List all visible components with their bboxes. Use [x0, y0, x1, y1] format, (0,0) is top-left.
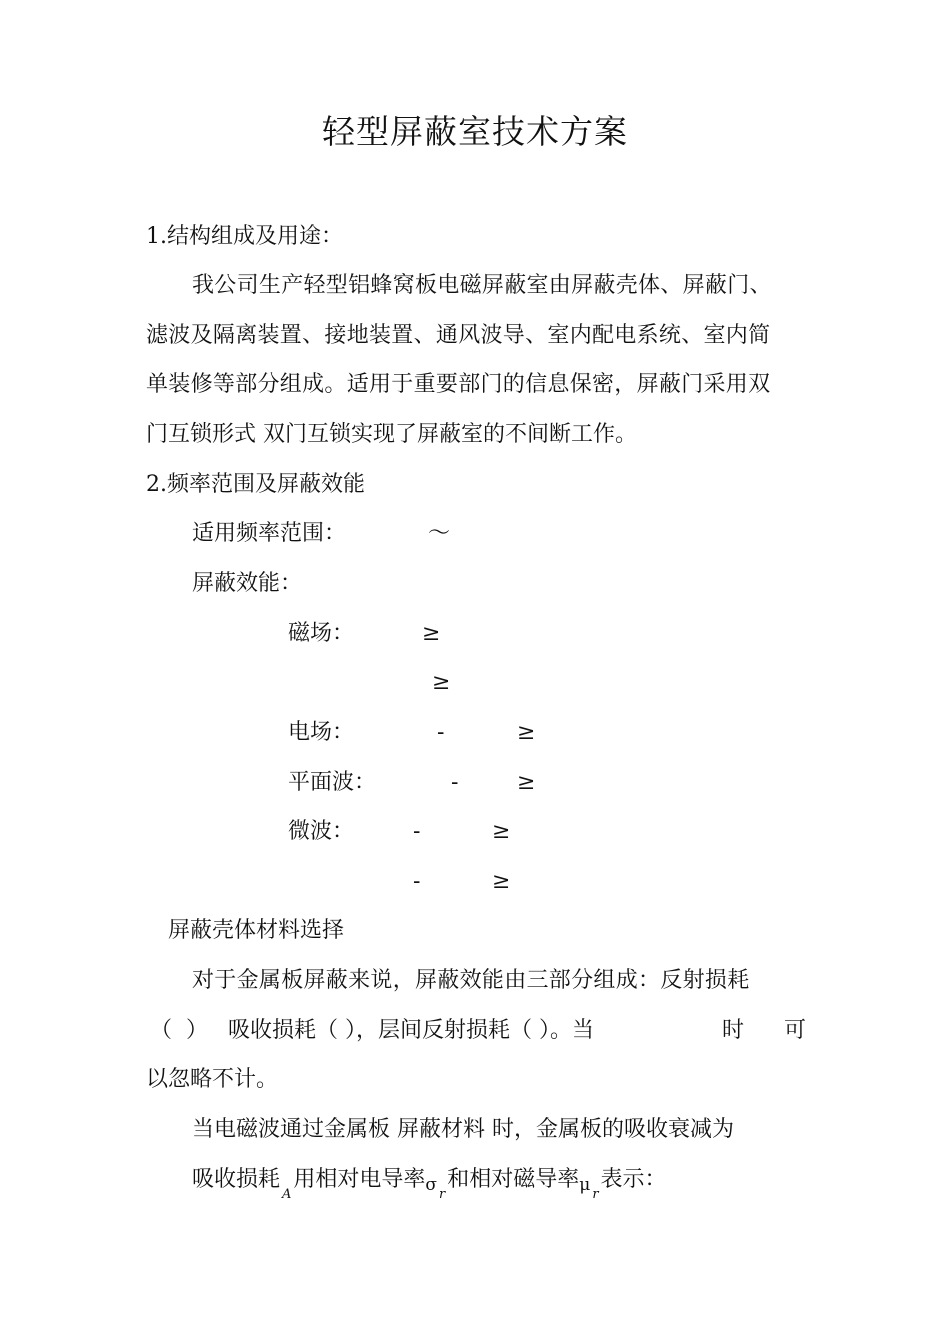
magnetic-field-label: 磁场： [288, 621, 355, 646]
freq-range-label: 适用频率范围： [192, 521, 347, 546]
sigma-symbol: σ [425, 1175, 438, 1195]
section3-line-2-shi: 时 [722, 1018, 745, 1043]
magnetic-ge-2: ≥ [432, 670, 451, 695]
section3-line-5 [192, 1167, 667, 1202]
section1-line-2: 滤波及隔离装置、接地装置、通风波导、室内配电系统、室内简 [146, 323, 771, 348]
section3-line-4: 当电磁波通过金属板 屏蔽材料 时，金属板的吸收衰减为 [192, 1117, 734, 1142]
section3-heading: 屏蔽壳体材料选择 [168, 918, 345, 943]
freq-range-tilde: ～ [428, 521, 451, 546]
relative-conductivity-text: 用相对电导率 [293, 1167, 426, 1192]
document-title: 轻型屏蔽室技术方案 [322, 112, 628, 151]
expressed-as-text: 表示： [600, 1167, 667, 1192]
section3-line-2-middle: 吸收损耗（ ），层间反射损耗（ ）。当 [228, 1018, 594, 1043]
microwave-dash-2: - [413, 869, 421, 894]
microwave-label: 微波： [288, 819, 355, 844]
plane-wave-dash: - [451, 770, 459, 795]
paren-close: ） [186, 1018, 209, 1043]
section1-heading: 1.结构组成及用途： [146, 224, 343, 249]
section3-line-3: 以忽略不计。 [146, 1067, 279, 1092]
microwave-ge-2: ≥ [492, 869, 511, 894]
section1-line-1: 我公司生产轻型铝蜂窝板电磁屏蔽室由屏蔽壳体、屏蔽门、 [192, 273, 772, 298]
section3-line-1: 对于金属板屏蔽来说，屏蔽效能由三部分组成：反射损耗 [192, 968, 750, 993]
mu-symbol: μ [579, 1175, 591, 1195]
symbol-a-subscript: A [282, 1187, 292, 1202]
electric-dash: - [437, 720, 445, 745]
section1-line-4: 门互锁形式 双门互锁实现了屏蔽室的不间断工作。 [146, 422, 637, 447]
section3-line-2-ke: 可 [784, 1018, 807, 1043]
electric-ge: ≥ [517, 720, 536, 745]
microwave-ge-1: ≥ [492, 819, 511, 844]
plane-wave-label: 平面波： [288, 770, 377, 795]
section2-heading: 2.频率范围及屏蔽效能 [146, 472, 365, 497]
shielding-effectiveness-label: 屏蔽效能： [192, 571, 303, 596]
mu-subscript-r: r [592, 1187, 599, 1202]
plane-wave-ge: ≥ [517, 770, 536, 795]
magnetic-ge-1: ≥ [422, 621, 441, 646]
section1-line-3: 单装修等部分组成。适用于重要部门的信息保密，屏蔽门采用双 [146, 372, 771, 397]
absorption-loss-text: 吸收损耗 [192, 1167, 281, 1192]
relative-permeability-text: 和相对磁导率 [447, 1167, 580, 1192]
electric-field-label: 电场： [288, 720, 355, 745]
sigma-subscript-r: r [439, 1187, 446, 1202]
microwave-dash-1: - [413, 819, 421, 844]
paren-open: （ [150, 1018, 173, 1043]
